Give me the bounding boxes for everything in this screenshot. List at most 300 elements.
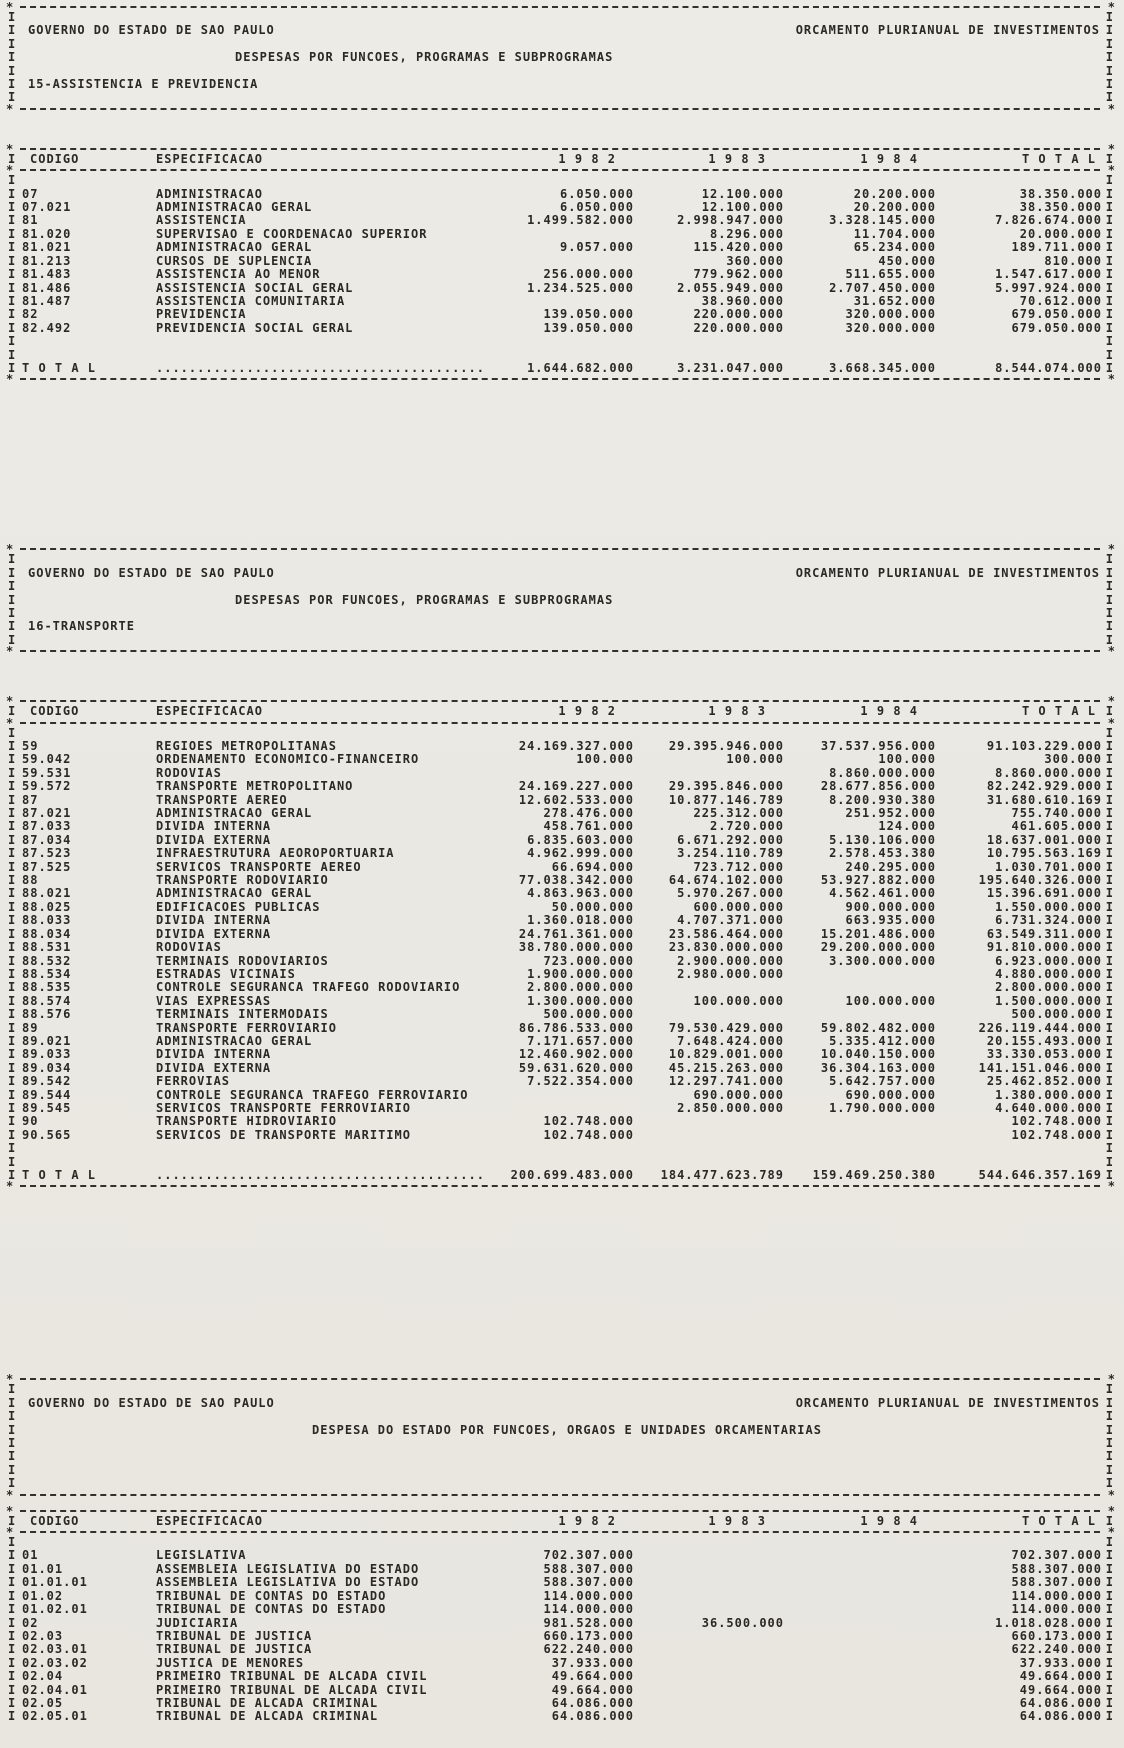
budget-table-transporte bbox=[4, 697, 1116, 1190]
row-value-1983 bbox=[634, 1697, 784, 1710]
row-value-1982 bbox=[486, 255, 634, 268]
table-row bbox=[4, 201, 1116, 214]
row-value-1984 bbox=[784, 1697, 936, 1710]
row-label: ASSISTENCIA AO MENOR bbox=[156, 268, 321, 282]
row-value-1982: 59.631.620.000 bbox=[518, 1061, 634, 1075]
table-row bbox=[4, 188, 1116, 201]
row-value-1982 bbox=[486, 295, 634, 308]
row-label: ORDENAMENTO ECONOMICO-FINANCEIRO bbox=[156, 753, 420, 767]
function-title: I 16-TRANSPORTE bbox=[28, 620, 135, 634]
column-header-codigo: I CODIGO bbox=[30, 705, 80, 719]
table-row bbox=[4, 1129, 1116, 1142]
row-value-1982: 37.933.000 bbox=[551, 1656, 634, 1670]
row-value-1983: 29.395.946.000 bbox=[668, 740, 784, 753]
dashed-line bbox=[20, 1494, 1100, 1499]
table-header-row bbox=[4, 153, 1116, 166]
row-code: I 89.545 bbox=[22, 1101, 72, 1115]
row-value-1984 bbox=[784, 1643, 936, 1656]
row-value-1982: 4.962.999.000 bbox=[527, 847, 634, 861]
divider bbox=[4, 647, 1116, 655]
table-row bbox=[4, 282, 1116, 295]
row-value-1982: 12.460.902.000 bbox=[518, 1048, 634, 1062]
row-code: I 01 bbox=[22, 1549, 39, 1563]
row-value-1982: 64.086.000 bbox=[551, 1696, 634, 1710]
row-value-1983 bbox=[634, 1630, 784, 1643]
row-label: JUDICIARIA bbox=[156, 1616, 239, 1630]
row-code: I 02.04 bbox=[22, 1670, 64, 1684]
row-value-total: 5.997.924.000 bbox=[995, 281, 1102, 295]
row-value-total: 8.860.000.000 bbox=[995, 766, 1102, 780]
table-row bbox=[4, 1630, 1116, 1643]
row-value-1984 bbox=[784, 968, 936, 981]
total-row bbox=[4, 362, 1116, 375]
row-value-total: 38.350.000 bbox=[1019, 201, 1102, 215]
row-value-1982: 702.307.000 bbox=[543, 1549, 634, 1563]
table-row bbox=[4, 228, 1116, 241]
row-label: VIAS EXPRESSAS bbox=[156, 994, 272, 1008]
row-label: SUPERVISAO E COORDENACAO SUPERIOR bbox=[156, 227, 428, 241]
report-subtitle: I DESPESAS POR FUNCOES, PROGRAMAS E SUBPROGRAMAS bbox=[235, 593, 614, 607]
table-row bbox=[4, 1670, 1116, 1683]
row-label: DIVIDA INTERNA bbox=[156, 1048, 272, 1062]
row-value-total: 49.664.000 bbox=[1019, 1683, 1102, 1697]
row-label: ASSISTENCIA COMUNITARIA bbox=[156, 294, 346, 308]
table-row bbox=[4, 268, 1116, 281]
column-header-total: T O T A L bbox=[1021, 705, 1096, 719]
divider bbox=[4, 105, 1116, 113]
row-value-1984: 251.952.000 bbox=[845, 807, 936, 821]
row-value-1984: 320.000.000 bbox=[845, 321, 936, 335]
row-value-1984: 65.234.000 bbox=[853, 241, 936, 255]
row-value-1984 bbox=[784, 1630, 936, 1643]
row-label: CONTROLE SEGURANCA TRAFEGO FERROVIARIO bbox=[156, 1088, 469, 1102]
table-row bbox=[4, 914, 1116, 927]
divider bbox=[4, 1491, 1116, 1499]
row-label: ADMINISTRACAO GERAL bbox=[156, 241, 313, 255]
row-value-1983 bbox=[634, 1115, 784, 1128]
column-header-1983: 1 9 8 3 bbox=[708, 1514, 766, 1528]
row-value-1983: 723.712.000 bbox=[693, 860, 784, 874]
row-value-1984: 15.201.486.000 bbox=[820, 927, 936, 941]
row-value-1983: 79.530.429.000 bbox=[668, 1021, 784, 1035]
table-row bbox=[4, 874, 1116, 887]
row-code: I 59.042 bbox=[22, 753, 72, 767]
row-value-total: 1.380.000.000 bbox=[995, 1088, 1102, 1102]
row-label: TRANSPORTE HIDROVIARIO bbox=[156, 1115, 337, 1129]
row-value-1982: 114.000.000 bbox=[543, 1589, 634, 1603]
row-value-1982: 86.786.533.000 bbox=[518, 1021, 634, 1035]
table-row bbox=[4, 820, 1116, 833]
row-value-1982: 622.240.000 bbox=[543, 1643, 634, 1657]
row-value-1983 bbox=[634, 981, 784, 994]
org-name: I GOVERNO DO ESTADO DE SAO PAULO bbox=[28, 24, 275, 38]
row-value-1984: 11.704.000 bbox=[853, 227, 936, 241]
row-code: I 87.033 bbox=[22, 820, 72, 834]
row-value-1984: 511.655.000 bbox=[845, 268, 936, 282]
table-row bbox=[4, 955, 1116, 968]
row-value-1982: 24.761.361.000 bbox=[518, 927, 634, 941]
row-code: I 88.534 bbox=[22, 967, 72, 981]
row-code: I 87 bbox=[22, 793, 39, 807]
row-code: I 89.034 bbox=[22, 1061, 72, 1075]
row-label: ADMINISTRACAO GERAL bbox=[156, 201, 313, 215]
row-value-1982: 6.050.000 bbox=[559, 187, 634, 201]
row-value-1984 bbox=[784, 1617, 936, 1630]
row-value-1984 bbox=[784, 1670, 936, 1683]
row-value-total: 4.640.000.000 bbox=[995, 1101, 1102, 1115]
row-code: I 02 bbox=[22, 1616, 39, 1630]
row-value-total: 1.030.701.000 bbox=[995, 860, 1102, 874]
row-value-1982: 458.761.000 bbox=[543, 820, 634, 834]
row-value-total: 64.086.000 bbox=[1019, 1710, 1102, 1724]
row-value-1983: 3.254.110.789 bbox=[677, 847, 784, 861]
row-value-total: 702.307.000 bbox=[1011, 1549, 1102, 1563]
row-code: I 01.01.01 bbox=[22, 1576, 88, 1590]
table-row bbox=[4, 767, 1116, 780]
row-value-1982: 2.800.000.000 bbox=[527, 981, 634, 995]
row-code: I 90 bbox=[22, 1115, 39, 1129]
table-row bbox=[4, 1710, 1116, 1723]
row-value-1982 bbox=[486, 1089, 634, 1102]
row-code: I 01.01 bbox=[22, 1562, 64, 1576]
row-value-1983 bbox=[634, 1670, 784, 1683]
row-label: RODOVIAS bbox=[156, 941, 222, 955]
row-value-1983: 690.000.000 bbox=[693, 1088, 784, 1102]
column-header-1982: 1 9 8 2 bbox=[558, 152, 616, 166]
row-value-1982: 38.780.000.000 bbox=[518, 941, 634, 955]
table-row bbox=[4, 861, 1116, 874]
section-assistencia-previdencia bbox=[4, 3, 1120, 383]
row-value-1982: 981.528.000 bbox=[543, 1616, 634, 1630]
row-code: I 02.03.01 bbox=[22, 1643, 88, 1657]
row-label: TERMINAIS RODOVIARIOS bbox=[156, 954, 329, 968]
row-value-1983 bbox=[634, 1643, 784, 1656]
row-value-total: 300.000 bbox=[1044, 753, 1102, 767]
row-code: I 89.021 bbox=[22, 1034, 72, 1048]
row-code: I 02.05 bbox=[22, 1696, 64, 1710]
row-value-1983: 2.998.947.000 bbox=[677, 214, 784, 228]
divider bbox=[4, 166, 1116, 174]
column-header-1984: 1 9 8 4 bbox=[860, 705, 918, 719]
row-label: SERVICOS TRANSPORTE AEREO bbox=[156, 860, 362, 874]
row-label: ADMINISTRACAO bbox=[156, 187, 263, 201]
row-value-total: 195.640.326.000 bbox=[978, 874, 1102, 888]
row-value-total: 189.711.000 bbox=[1011, 241, 1102, 255]
row-code: I 02.04.01 bbox=[22, 1683, 88, 1697]
total-1983: 184.477.623.789 bbox=[660, 1169, 784, 1182]
total-row bbox=[4, 1169, 1116, 1182]
row-value-1982: 66.694.000 bbox=[551, 860, 634, 874]
row-value-1984 bbox=[784, 1008, 936, 1021]
row-value-1984: 37.537.956.000 bbox=[820, 740, 936, 753]
row-value-1984: 2.578.453.380 bbox=[829, 847, 936, 861]
row-value-1984: 53.927.882.000 bbox=[820, 874, 936, 888]
row-value-1983 bbox=[634, 1008, 784, 1021]
row-code: I 89 bbox=[22, 1021, 39, 1035]
report-name: ORCAMENTO PLURIANUAL DE INVESTIMENTOS bbox=[795, 1396, 1100, 1410]
row-value-1984: 8.860.000.000 bbox=[829, 766, 936, 780]
row-label: TRANSPORTE METROPOLITANO bbox=[156, 780, 354, 794]
row-value-1984: 900.000.000 bbox=[845, 900, 936, 914]
column-header-1984: 1 9 8 4 bbox=[860, 1514, 918, 1528]
row-code: I 82 bbox=[22, 308, 39, 322]
row-value-1983: 7.648.424.000 bbox=[677, 1034, 784, 1048]
total-1982: 200.699.483.000 bbox=[510, 1169, 634, 1182]
row-value-1982: 102.748.000 bbox=[543, 1128, 634, 1142]
row-value-1983: 100.000 bbox=[726, 753, 784, 767]
row-value-1983: 64.674.102.000 bbox=[668, 874, 784, 888]
row-value-total: 6.923.000.000 bbox=[995, 954, 1102, 968]
row-value-1983: 12.100.000 bbox=[701, 187, 784, 201]
row-code: I 88.021 bbox=[22, 887, 72, 901]
row-value-1983: 5.970.267.000 bbox=[677, 887, 784, 901]
row-code: I 02.05.01 bbox=[22, 1710, 88, 1724]
row-value-1983 bbox=[634, 1603, 784, 1616]
row-value-total: 37.933.000 bbox=[1019, 1656, 1102, 1670]
divider bbox=[4, 697, 1116, 705]
row-value-total: 114.000.000 bbox=[1011, 1589, 1102, 1603]
row-code: I 89.033 bbox=[22, 1048, 72, 1062]
divider bbox=[4, 375, 1116, 383]
row-value-1982: 278.476.000 bbox=[543, 807, 634, 821]
row-value-1982: 1.234.525.000 bbox=[527, 281, 634, 295]
row-value-1983: 2.850.000.000 bbox=[677, 1101, 784, 1115]
row-value-1983: 220.000.000 bbox=[693, 308, 784, 322]
row-value-1983: 29.395.846.000 bbox=[668, 780, 784, 794]
row-value-1983: 115.420.000 bbox=[693, 241, 784, 255]
table-row bbox=[4, 322, 1116, 335]
row-value-1982: 9.057.000 bbox=[559, 241, 634, 255]
row-value-total: 38.350.000 bbox=[1019, 187, 1102, 201]
row-value-1984 bbox=[784, 1563, 936, 1576]
row-value-1983: 23.586.464.000 bbox=[668, 927, 784, 941]
row-value-1982: 1.360.018.000 bbox=[527, 914, 634, 928]
row-value-total: 49.664.000 bbox=[1019, 1670, 1102, 1684]
total-1982: 1.644.682.000 bbox=[527, 361, 634, 375]
row-value-1984: 59.802.482.000 bbox=[820, 1021, 936, 1035]
row-value-1983: 220.000.000 bbox=[693, 321, 784, 335]
row-code: I 02.03 bbox=[22, 1629, 64, 1643]
row-value-1984 bbox=[784, 1684, 936, 1697]
row-code: I 87.525 bbox=[22, 860, 72, 874]
table-row bbox=[4, 214, 1116, 227]
table-row bbox=[4, 928, 1116, 941]
row-value-1984: 20.200.000 bbox=[853, 187, 936, 201]
total-label: I T O T A L bbox=[22, 1169, 97, 1182]
row-code: I 89.542 bbox=[22, 1075, 72, 1089]
table-row bbox=[4, 847, 1116, 860]
row-value-total: 20.155.493.000 bbox=[986, 1034, 1102, 1048]
row-value-1983: 225.312.000 bbox=[693, 807, 784, 821]
dashed-line bbox=[20, 378, 1100, 383]
table-row bbox=[4, 995, 1116, 1008]
divider bbox=[4, 719, 1116, 727]
table-header-row bbox=[4, 705, 1116, 718]
report-subtitle: I DESPESAS POR FUNCOES, PROGRAMAS E SUBPROGRAMAS bbox=[235, 51, 614, 65]
row-value-total: 63.549.311.000 bbox=[986, 927, 1102, 941]
column-header-especificacao: ESPECIFICACAO bbox=[156, 1514, 263, 1528]
row-value-1984 bbox=[784, 1590, 936, 1603]
row-value-1984: 10.040.150.000 bbox=[820, 1048, 936, 1062]
row-code: I 81.020 bbox=[22, 227, 72, 241]
row-value-1984: 3.328.145.000 bbox=[829, 214, 936, 228]
row-value-1984: 5.642.757.000 bbox=[829, 1075, 936, 1089]
row-value-total: 4.880.000.000 bbox=[995, 967, 1102, 981]
row-code: I 88.033 bbox=[22, 914, 72, 928]
table-row bbox=[4, 1115, 1116, 1128]
table-header-row bbox=[4, 1515, 1116, 1528]
divider bbox=[4, 145, 1116, 153]
org-name: I GOVERNO DO ESTADO DE SAO PAULO bbox=[28, 1396, 275, 1410]
row-code: I 82.492 bbox=[22, 321, 72, 335]
row-label: JUSTICA DE MENORES bbox=[156, 1656, 305, 1670]
row-label: DIVIDA EXTERNA bbox=[156, 1061, 272, 1075]
row-value-total: 64.086.000 bbox=[1019, 1696, 1102, 1710]
report-name: ORCAMENTO PLURIANUAL DE INVESTIMENTOS bbox=[795, 566, 1100, 580]
row-value-1983: 4.707.371.000 bbox=[677, 914, 784, 928]
divider bbox=[4, 3, 1116, 11]
section-transporte bbox=[4, 545, 1120, 1190]
row-value-1983: 8.296.000 bbox=[709, 227, 784, 241]
table-body bbox=[4, 1549, 1116, 1723]
row-value-1982: 588.307.000 bbox=[543, 1562, 634, 1576]
row-label: ADMINISTRACAO GERAL bbox=[156, 807, 313, 821]
row-code: I 01.02.01 bbox=[22, 1603, 88, 1617]
dashed-line bbox=[20, 650, 1100, 655]
row-value-1982: 24.169.327.000 bbox=[518, 740, 634, 753]
row-value-total: 1.500.000.000 bbox=[995, 994, 1102, 1008]
row-label: DIVIDA EXTERNA bbox=[156, 927, 272, 941]
table-row bbox=[4, 1549, 1116, 1562]
divider bbox=[4, 1528, 1116, 1536]
row-code: I 81.487 bbox=[22, 294, 72, 308]
row-value-1984: 29.200.000.000 bbox=[820, 941, 936, 955]
budget-table-orgaos bbox=[4, 1507, 1116, 1724]
row-code: I 88.574 bbox=[22, 994, 72, 1008]
row-value-1982: 1.900.000.000 bbox=[527, 967, 634, 981]
table-row bbox=[4, 1617, 1116, 1630]
row-value-total: 114.000.000 bbox=[1011, 1603, 1102, 1617]
row-value-1984: 663.935.000 bbox=[845, 914, 936, 928]
column-header-codigo: I CODIGO bbox=[30, 1514, 80, 1528]
row-value-1983 bbox=[634, 1590, 784, 1603]
table-row bbox=[4, 295, 1116, 308]
row-value-1982: 1.300.000.000 bbox=[527, 994, 634, 1008]
report-name: ORCAMENTO PLURIANUAL DE INVESTIMENTOS bbox=[795, 24, 1100, 38]
row-code: I 88.531 bbox=[22, 941, 72, 955]
table-row bbox=[4, 1075, 1116, 1088]
row-label: PREVIDENCIA SOCIAL GERAL bbox=[156, 321, 354, 335]
page-header-box-2 bbox=[4, 545, 1116, 655]
row-value-1983 bbox=[634, 1129, 784, 1142]
page-header-box-3 bbox=[4, 1375, 1116, 1498]
row-code: I 88 bbox=[22, 874, 39, 888]
row-code: I 81.483 bbox=[22, 268, 72, 282]
row-code: I 88.034 bbox=[22, 927, 72, 941]
row-value-1982: 114.000.000 bbox=[543, 1603, 634, 1617]
dashed-line bbox=[20, 108, 1100, 113]
row-label: TRIBUNAL DE ALCADA CRIMINAL bbox=[156, 1710, 379, 1724]
row-label: TRIBUNAL DE JUSTICA bbox=[156, 1643, 313, 1657]
total-total: 8.544.074.000 bbox=[995, 361, 1102, 375]
table-row bbox=[4, 1603, 1116, 1616]
row-value-total: 461.605.000 bbox=[1011, 820, 1102, 834]
row-label: TRIBUNAL DE JUSTICA bbox=[156, 1629, 313, 1643]
row-value-1984: 450.000 bbox=[878, 254, 936, 268]
row-value-1984 bbox=[784, 1115, 936, 1128]
table-row bbox=[4, 753, 1116, 766]
table-row bbox=[4, 241, 1116, 254]
row-code: I 59 bbox=[22, 740, 39, 753]
column-header-total: T O T A L bbox=[1021, 152, 1096, 166]
row-code: I 88.535 bbox=[22, 981, 72, 995]
row-value-1982: 7.522.354.000 bbox=[527, 1075, 634, 1089]
row-value-total: 91.810.000.000 bbox=[986, 941, 1102, 955]
row-label: ASSISTENCIA bbox=[156, 214, 247, 228]
row-value-1982: 500.000.000 bbox=[543, 1008, 634, 1022]
column-header-especificacao: ESPECIFICACAO bbox=[156, 152, 263, 166]
row-label: CONTROLE SEGURANCA TRAFEGO RODOVIARIO bbox=[156, 981, 461, 995]
row-code: I 59.531 bbox=[22, 766, 72, 780]
row-value-total: 500.000.000 bbox=[1011, 1008, 1102, 1022]
table-row bbox=[4, 1563, 1116, 1576]
table-row bbox=[4, 780, 1116, 793]
row-value-1982: 660.173.000 bbox=[543, 1629, 634, 1643]
row-value-1984 bbox=[784, 1710, 936, 1723]
row-value-1982: 6.835.603.000 bbox=[527, 833, 634, 847]
row-value-1982: 139.050.000 bbox=[543, 308, 634, 322]
total-1983: 3.231.047.000 bbox=[677, 361, 784, 375]
row-value-1983: 6.671.292.000 bbox=[677, 833, 784, 847]
row-label: SERVICOS TRANSPORTE FERROVIARIO bbox=[156, 1101, 411, 1115]
total-label: I T O T A L bbox=[22, 361, 97, 375]
row-value-1983: 45.215.263.000 bbox=[668, 1061, 784, 1075]
row-code: I 87.034 bbox=[22, 833, 72, 847]
row-value-1982: 102.748.000 bbox=[543, 1115, 634, 1129]
row-label: ADMINISTRACAO GERAL bbox=[156, 1034, 313, 1048]
row-value-1983: 100.000.000 bbox=[693, 994, 784, 1008]
row-value-total: 679.050.000 bbox=[1011, 321, 1102, 335]
divider bbox=[4, 545, 1116, 553]
row-value-1982: 50.000.000 bbox=[551, 900, 634, 914]
row-value-total: 2.800.000.000 bbox=[995, 981, 1102, 995]
row-value-total: 1.550.000.000 bbox=[995, 900, 1102, 914]
org-name: I GOVERNO DO ESTADO DE SAO PAULO bbox=[28, 566, 275, 580]
row-code: I 81.021 bbox=[22, 241, 72, 255]
row-value-total: 660.173.000 bbox=[1011, 1629, 1102, 1643]
row-value-1982: 77.038.342.000 bbox=[518, 874, 634, 888]
row-value-1982: 723.000.000 bbox=[543, 954, 634, 968]
row-label: TRIBUNAL DE CONTAS DO ESTADO bbox=[156, 1589, 387, 1603]
row-value-1982 bbox=[486, 1102, 634, 1115]
row-value-1984: 4.562.461.000 bbox=[829, 887, 936, 901]
row-value-1984: 124.000 bbox=[878, 820, 936, 834]
row-label: FERROVIAS bbox=[156, 1075, 231, 1089]
row-value-1982: 588.307.000 bbox=[543, 1576, 634, 1590]
row-label: TRANSPORTE AEREO bbox=[156, 793, 288, 807]
table-row bbox=[4, 1643, 1116, 1656]
row-value-1984: 320.000.000 bbox=[845, 308, 936, 322]
row-value-1984 bbox=[784, 1129, 936, 1142]
column-header-codigo: I CODIGO bbox=[30, 152, 80, 166]
row-value-total: 6.731.324.000 bbox=[995, 914, 1102, 928]
total-total: 544.646.357.169 bbox=[978, 1169, 1102, 1182]
table-row bbox=[4, 1684, 1116, 1697]
table-row bbox=[4, 981, 1116, 994]
row-code: I 81.213 bbox=[22, 254, 72, 268]
table-row bbox=[4, 834, 1116, 847]
row-label: ADMINISTRACAO GERAL bbox=[156, 887, 313, 901]
